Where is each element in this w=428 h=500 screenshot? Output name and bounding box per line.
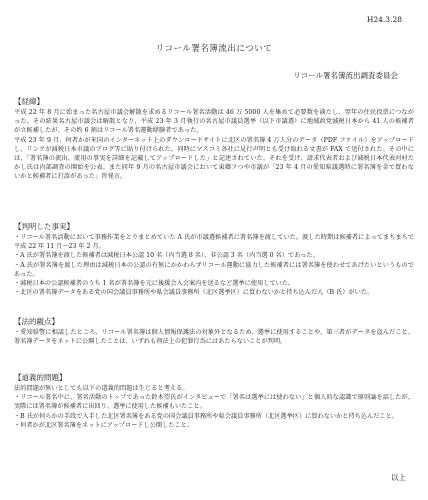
- list-item: ・B 氏が何らかの手段で入手した北区署名簿をある党の国会議員事務所や県会議員事務所（北区選挙区）に買わないかと持ち込んだこと。: [14, 412, 398, 420]
- section-heading: 【法的観点】: [14, 317, 59, 326]
- list-item: ・愛知県警に相談したところ、リコール署名簿は個人情報保護法の対象外となるため、選挙に使用することや、第三者がデータを盗んだこと、署名簿データをネットに公開したことは、いずれも刑法上の犯罪行為にはあたらないことが判明。: [14, 329, 414, 346]
- section-paragraph: 平成 22 年 8 月に始まった名古屋市議会解散を求めるリコール署名活動は 46 万 5000 人を集めて必要数を満たし、翌年の住民投票につながった。その結果名古屋市議会は解散となり、平成 23 年 3 月執行の名古屋市議員選挙（以下市議選）に地域政党減税日本から 41 人の候補者が立候補したが、その約 6 割はリコール署名運動経験者であった。: [14, 109, 414, 135]
- section-legal: [14, 316, 414, 346]
- section-paragraph: 平成 23 年 9 月、何者かが米国のインターネット上のダウンロードサイトに北区の署名簿 4 万人分のデータ（PDF ファイル）をアップロードし、リンクが減税日本市議のブログ等に貼り付けられた。同時にマスコミ各社に見行声明とも受け取れる文書が FAX で送付された。その中には、「署名簿の流出、流用の事実を詳細を記載してアップロードした」と記述されていた。それを受け、請求代表者および減税日本代表河村たかし氏は内部調査の開始を公表。また同年 9 月の名古屋市議会において東郷フつや市議が「23 年 4 月の愛知県議選時に署名簿を金で買わないかと候補者に打診があった」旨発言。: [14, 136, 414, 181]
- section-heading: 【判明した事実】: [14, 222, 74, 231]
- document-title: リコール署名簿流出について: [155, 44, 273, 54]
- section-heading: 【道義的問題】: [14, 373, 67, 382]
- findings-list: [14, 233, 414, 297]
- list-item: ・北区の署名簿データをある党の国会議員事務所や県会議員事務所（北区選挙区）に買わないかと持ち込んだ人（B 氏）がいた。: [14, 289, 374, 297]
- section-heading: 【経緯】: [14, 97, 44, 106]
- list-item: ・A 氏が署名簿を渡した候補者は減税日本公認 10 名（内当選 8 名）、非公認 3 名（内当選 0 名）であった。: [14, 252, 319, 260]
- section-findings: [14, 221, 414, 297]
- list-item: ・リコール署名中に、署名活動のトップであった鈴木望氏がインタビューで「署名は選挙には使わない」と個人的な認識で原則論を話したが、実際には署名簿が候補者に出回り、選挙に使用した候補もいたこと。: [14, 394, 414, 411]
- list-item: ・リコール署名活動において事務作業をとりまとめていた A 氏が市議選候補者に署名簿を渡していた。渡した時期は候補者によってまちまちで平成 22 年 11 月～23 年 2 月。: [14, 234, 414, 251]
- list-item: ・減税日本の公認候補者のうち 1 名が署名簿を元に後援会入会案内を送るなど選挙に使用していた。: [14, 280, 295, 288]
- ethics-list: [14, 393, 414, 430]
- section-background: [14, 96, 414, 182]
- list-item: ・何者かが北区署名簿をネットにアップロードし公開したこと。: [14, 421, 194, 429]
- document-author: リコール署名簿流出調査委員会: [293, 71, 398, 80]
- legal-list: [14, 328, 414, 346]
- section-paragraph: 法的問題が無いとしても以下の道義的問題は生じると考える。: [14, 385, 189, 392]
- document-date: H24.3.28: [366, 15, 402, 24]
- closing-text: 以上: [391, 473, 406, 482]
- section-ethics: [14, 372, 414, 430]
- list-item: ・A 氏が署名簿を渡した理由は減税日本の公認の有無にかかわらずリコール運動に協力した候補者には署名簿を使わせてあげたいというものであった。: [14, 261, 414, 278]
